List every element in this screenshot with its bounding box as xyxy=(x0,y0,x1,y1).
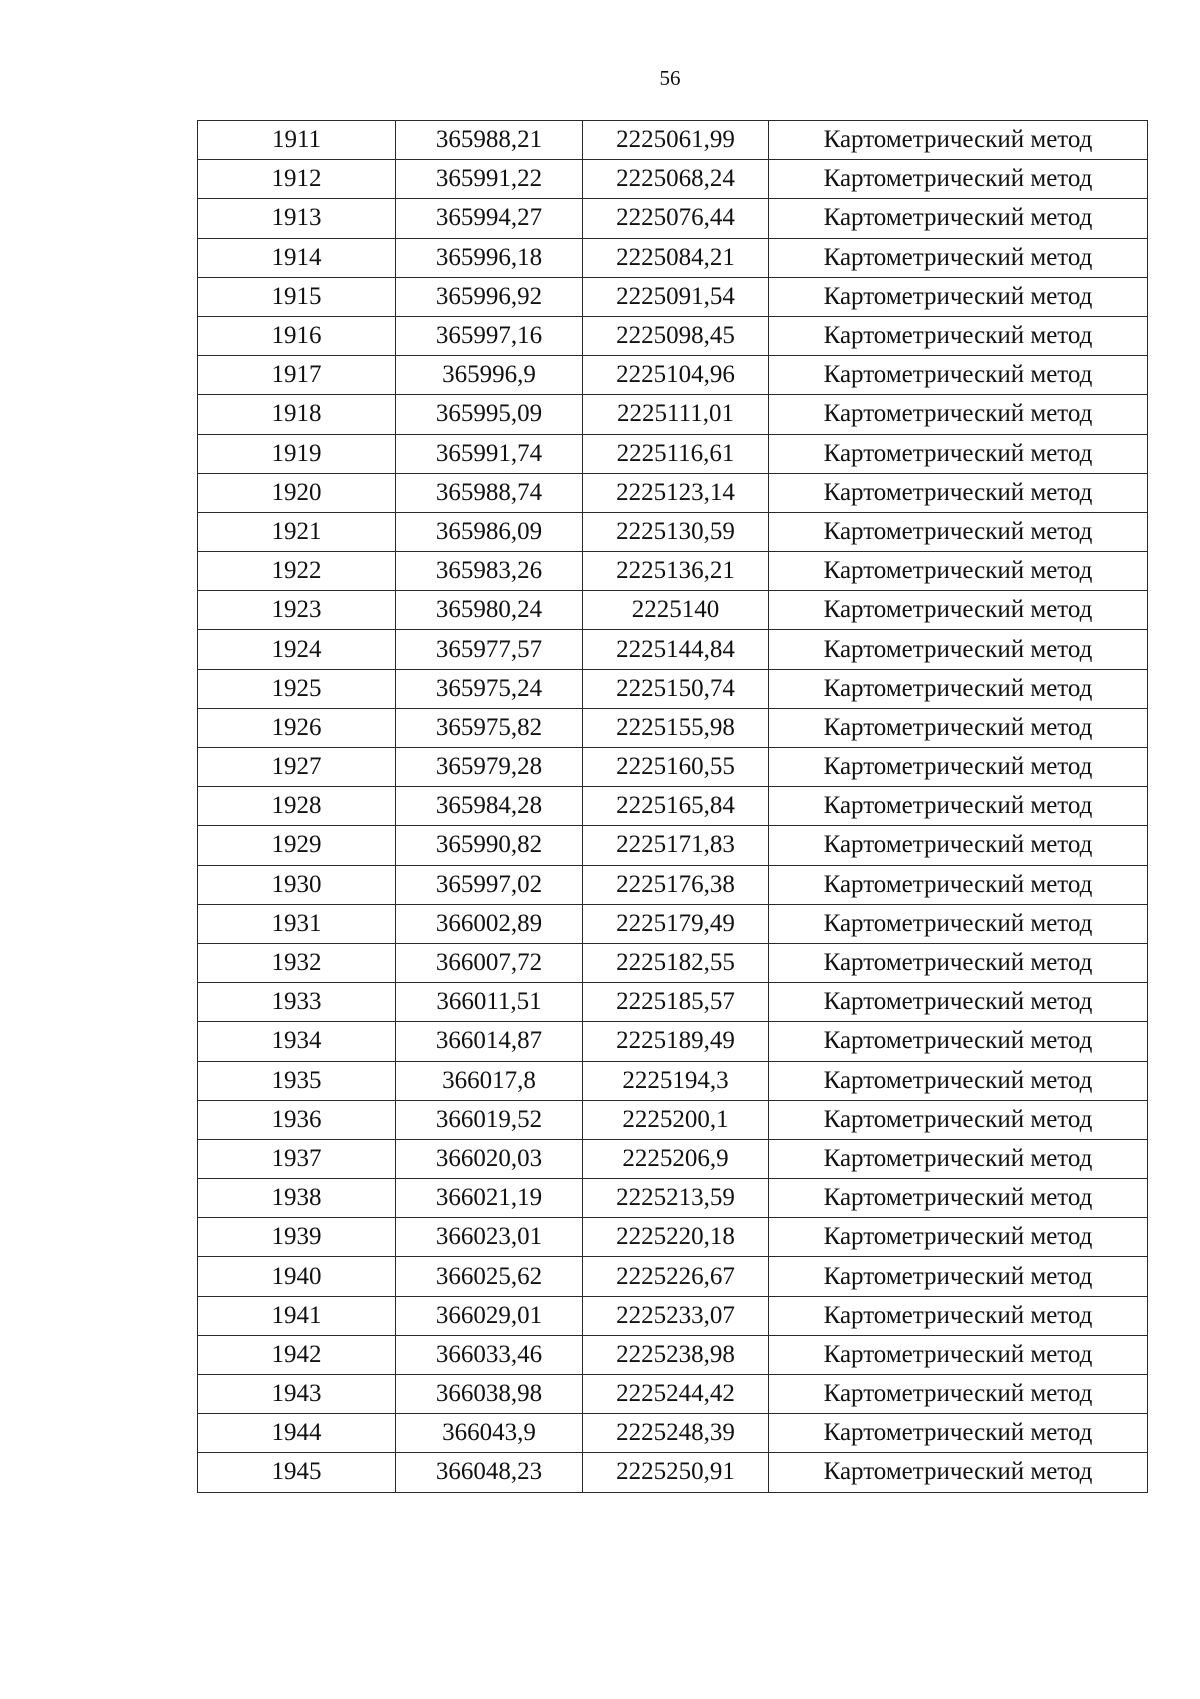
point-number-cell: 1919 xyxy=(198,434,396,473)
y-coordinate-cell: 2225144,84 xyxy=(583,630,769,669)
table-row xyxy=(198,512,1148,551)
point-number-cell: 1916 xyxy=(198,316,396,355)
table-row xyxy=(198,1218,1148,1257)
point-number-cell: 1943 xyxy=(198,1375,396,1414)
point-number-cell: 1915 xyxy=(198,277,396,316)
method-cell: Картометрический метод xyxy=(769,591,1148,630)
method-cell: Картометрический метод xyxy=(769,552,1148,591)
x-coordinate-cell: 366020,03 xyxy=(396,1139,583,1178)
x-coordinate-cell: 365983,26 xyxy=(396,552,583,591)
y-coordinate-cell: 2225233,07 xyxy=(583,1296,769,1335)
table-row xyxy=(198,356,1148,395)
y-coordinate-cell: 2225155,98 xyxy=(583,708,769,747)
y-coordinate-cell: 2225226,67 xyxy=(583,1257,769,1296)
x-coordinate-cell: 365996,9 xyxy=(396,356,583,395)
method-cell: Картометрический метод xyxy=(769,238,1148,277)
method-cell: Картометрический метод xyxy=(769,316,1148,355)
y-coordinate-cell: 2225176,38 xyxy=(583,865,769,904)
method-cell: Картометрический метод xyxy=(769,708,1148,747)
point-number-cell: 1936 xyxy=(198,1100,396,1139)
point-number-cell: 1913 xyxy=(198,199,396,238)
method-cell: Картометрический метод xyxy=(769,1139,1148,1178)
y-coordinate-cell: 2225220,18 xyxy=(583,1218,769,1257)
x-coordinate-cell: 365995,09 xyxy=(396,395,583,434)
x-coordinate-cell: 365975,24 xyxy=(396,669,583,708)
point-number-cell: 1914 xyxy=(198,238,396,277)
y-coordinate-cell: 2225136,21 xyxy=(583,552,769,591)
table-row xyxy=(198,1296,1148,1335)
table-row xyxy=(198,160,1148,199)
y-coordinate-cell: 2225213,59 xyxy=(583,1179,769,1218)
table-row xyxy=(198,748,1148,787)
method-cell: Картометрический метод xyxy=(769,512,1148,551)
x-coordinate-cell: 366007,72 xyxy=(396,943,583,982)
point-number-cell: 1912 xyxy=(198,160,396,199)
y-coordinate-cell: 2225098,45 xyxy=(583,316,769,355)
point-number-cell: 1932 xyxy=(198,943,396,982)
method-cell: Картометрический метод xyxy=(769,1453,1148,1492)
y-coordinate-cell: 2225248,39 xyxy=(583,1414,769,1453)
method-cell: Картометрический метод xyxy=(769,748,1148,787)
x-coordinate-cell: 366014,87 xyxy=(396,1022,583,1061)
x-coordinate-cell: 365986,09 xyxy=(396,512,583,551)
y-coordinate-cell: 2225171,83 xyxy=(583,826,769,865)
method-cell: Картометрический метод xyxy=(769,1375,1148,1414)
y-coordinate-cell: 2225189,49 xyxy=(583,1022,769,1061)
table-row xyxy=(198,473,1148,512)
table-row xyxy=(198,669,1148,708)
x-coordinate-cell: 366011,51 xyxy=(396,983,583,1022)
y-coordinate-cell: 2225111,01 xyxy=(583,395,769,434)
table-row xyxy=(198,1100,1148,1139)
table-row xyxy=(198,591,1148,630)
method-cell: Картометрический метод xyxy=(769,1218,1148,1257)
table-row xyxy=(198,1453,1148,1492)
method-cell: Картометрический метод xyxy=(769,983,1148,1022)
point-number-cell: 1920 xyxy=(198,473,396,512)
point-number-cell: 1922 xyxy=(198,552,396,591)
table-row xyxy=(198,1179,1148,1218)
method-cell: Картометрический метод xyxy=(769,787,1148,826)
x-coordinate-cell: 366019,52 xyxy=(396,1100,583,1139)
method-cell: Картометрический метод xyxy=(769,1257,1148,1296)
page-number: 56 xyxy=(659,66,681,90)
y-coordinate-cell: 2225130,59 xyxy=(583,512,769,551)
point-number-cell: 1934 xyxy=(198,1022,396,1061)
x-coordinate-cell: 366023,01 xyxy=(396,1218,583,1257)
method-cell: Картометрический метод xyxy=(769,199,1148,238)
point-number-cell: 1927 xyxy=(198,748,396,787)
x-coordinate-cell: 365977,57 xyxy=(396,630,583,669)
point-number-cell: 1911 xyxy=(198,121,396,160)
method-cell: Картометрический метод xyxy=(769,160,1148,199)
y-coordinate-cell: 2225104,96 xyxy=(583,356,769,395)
method-cell: Картометрический метод xyxy=(769,904,1148,943)
table-row xyxy=(198,1022,1148,1061)
x-coordinate-cell: 365997,16 xyxy=(396,316,583,355)
method-cell: Картометрический метод xyxy=(769,1296,1148,1335)
y-coordinate-cell: 2225165,84 xyxy=(583,787,769,826)
point-number-cell: 1924 xyxy=(198,630,396,669)
table-row xyxy=(198,199,1148,238)
method-cell: Картометрический метод xyxy=(769,434,1148,473)
x-coordinate-cell: 366048,23 xyxy=(396,1453,583,1492)
x-coordinate-cell: 366043,9 xyxy=(396,1414,583,1453)
point-number-cell: 1925 xyxy=(198,669,396,708)
y-coordinate-cell: 2225238,98 xyxy=(583,1335,769,1374)
table-row xyxy=(198,1335,1148,1374)
x-coordinate-cell: 365991,22 xyxy=(396,160,583,199)
method-cell: Картометрический метод xyxy=(769,826,1148,865)
method-cell: Картометрический метод xyxy=(769,395,1148,434)
y-coordinate-cell: 2225179,49 xyxy=(583,904,769,943)
x-coordinate-cell: 366033,46 xyxy=(396,1335,583,1374)
point-number-cell: 1923 xyxy=(198,591,396,630)
point-number-cell: 1928 xyxy=(198,787,396,826)
point-number-cell: 1933 xyxy=(198,983,396,1022)
y-coordinate-cell: 2225091,54 xyxy=(583,277,769,316)
x-coordinate-cell: 366002,89 xyxy=(396,904,583,943)
table-row xyxy=(198,1414,1148,1453)
table-row xyxy=(198,1375,1148,1414)
method-cell: Картометрический метод xyxy=(769,1022,1148,1061)
table-row xyxy=(198,904,1148,943)
method-cell: Картометрический метод xyxy=(769,121,1148,160)
table-row xyxy=(198,277,1148,316)
method-cell: Картометрический метод xyxy=(769,669,1148,708)
table-row xyxy=(198,983,1148,1022)
method-cell: Картометрический метод xyxy=(769,943,1148,982)
point-number-cell: 1940 xyxy=(198,1257,396,1296)
point-number-cell: 1935 xyxy=(198,1061,396,1100)
x-coordinate-cell: 366025,62 xyxy=(396,1257,583,1296)
x-coordinate-cell: 365988,74 xyxy=(396,473,583,512)
coordinates-table-body xyxy=(198,121,1148,1493)
method-cell: Картометрический метод xyxy=(769,1414,1148,1453)
y-coordinate-cell: 2225150,74 xyxy=(583,669,769,708)
x-coordinate-cell: 366029,01 xyxy=(396,1296,583,1335)
point-number-cell: 1926 xyxy=(198,708,396,747)
y-coordinate-cell: 2225206,9 xyxy=(583,1139,769,1178)
table-row xyxy=(198,238,1148,277)
table-row xyxy=(198,708,1148,747)
point-number-cell: 1942 xyxy=(198,1335,396,1374)
y-coordinate-cell: 2225061,99 xyxy=(583,121,769,160)
x-coordinate-cell: 365988,21 xyxy=(396,121,583,160)
point-number-cell: 1944 xyxy=(198,1414,396,1453)
y-coordinate-cell: 2225244,42 xyxy=(583,1375,769,1414)
table-row xyxy=(198,434,1148,473)
y-coordinate-cell: 2225116,61 xyxy=(583,434,769,473)
point-number-cell: 1917 xyxy=(198,356,396,395)
x-coordinate-cell: 365975,82 xyxy=(396,708,583,747)
y-coordinate-cell: 2225084,21 xyxy=(583,238,769,277)
y-coordinate-cell: 2225194,3 xyxy=(583,1061,769,1100)
y-coordinate-cell: 2225185,57 xyxy=(583,983,769,1022)
y-coordinate-cell: 2225160,55 xyxy=(583,748,769,787)
table-row xyxy=(198,787,1148,826)
x-coordinate-cell: 365990,82 xyxy=(396,826,583,865)
table-row xyxy=(198,1061,1148,1100)
table-row xyxy=(198,121,1148,160)
x-coordinate-cell: 365991,74 xyxy=(396,434,583,473)
x-coordinate-cell: 366038,98 xyxy=(396,1375,583,1414)
point-number-cell: 1939 xyxy=(198,1218,396,1257)
x-coordinate-cell: 365984,28 xyxy=(396,787,583,826)
x-coordinate-cell: 366017,8 xyxy=(396,1061,583,1100)
coordinates-table xyxy=(197,120,1148,1493)
x-coordinate-cell: 365996,18 xyxy=(396,238,583,277)
point-number-cell: 1930 xyxy=(198,865,396,904)
x-coordinate-cell: 365997,02 xyxy=(396,865,583,904)
point-number-cell: 1938 xyxy=(198,1179,396,1218)
method-cell: Картометрический метод xyxy=(769,630,1148,669)
point-number-cell: 1929 xyxy=(198,826,396,865)
table-row xyxy=(198,865,1148,904)
y-coordinate-cell: 2225140 xyxy=(583,591,769,630)
y-coordinate-cell: 2225200,1 xyxy=(583,1100,769,1139)
method-cell: Картометрический метод xyxy=(769,865,1148,904)
method-cell: Картометрический метод xyxy=(769,277,1148,316)
table-row xyxy=(198,826,1148,865)
table-row xyxy=(198,395,1148,434)
point-number-cell: 1921 xyxy=(198,512,396,551)
method-cell: Картометрический метод xyxy=(769,1061,1148,1100)
table-row xyxy=(198,316,1148,355)
method-cell: Картометрический метод xyxy=(769,1100,1148,1139)
y-coordinate-cell: 2225182,55 xyxy=(583,943,769,982)
x-coordinate-cell: 365980,24 xyxy=(396,591,583,630)
table-row xyxy=(198,1139,1148,1178)
point-number-cell: 1941 xyxy=(198,1296,396,1335)
y-coordinate-cell: 2225076,44 xyxy=(583,199,769,238)
point-number-cell: 1937 xyxy=(198,1139,396,1178)
point-number-cell: 1931 xyxy=(198,904,396,943)
x-coordinate-cell: 365979,28 xyxy=(396,748,583,787)
point-number-cell: 1945 xyxy=(198,1453,396,1492)
point-number-cell: 1918 xyxy=(198,395,396,434)
x-coordinate-cell: 366021,19 xyxy=(396,1179,583,1218)
y-coordinate-cell: 2225068,24 xyxy=(583,160,769,199)
method-cell: Картометрический метод xyxy=(769,356,1148,395)
y-coordinate-cell: 2225250,91 xyxy=(583,1453,769,1492)
method-cell: Картометрический метод xyxy=(769,1179,1148,1218)
x-coordinate-cell: 365996,92 xyxy=(396,277,583,316)
x-coordinate-cell: 365994,27 xyxy=(396,199,583,238)
table-row xyxy=(198,552,1148,591)
y-coordinate-cell: 2225123,14 xyxy=(583,473,769,512)
table-row xyxy=(198,630,1148,669)
method-cell: Картометрический метод xyxy=(769,473,1148,512)
table-row xyxy=(198,943,1148,982)
method-cell: Картометрический метод xyxy=(769,1335,1148,1374)
table-row xyxy=(198,1257,1148,1296)
